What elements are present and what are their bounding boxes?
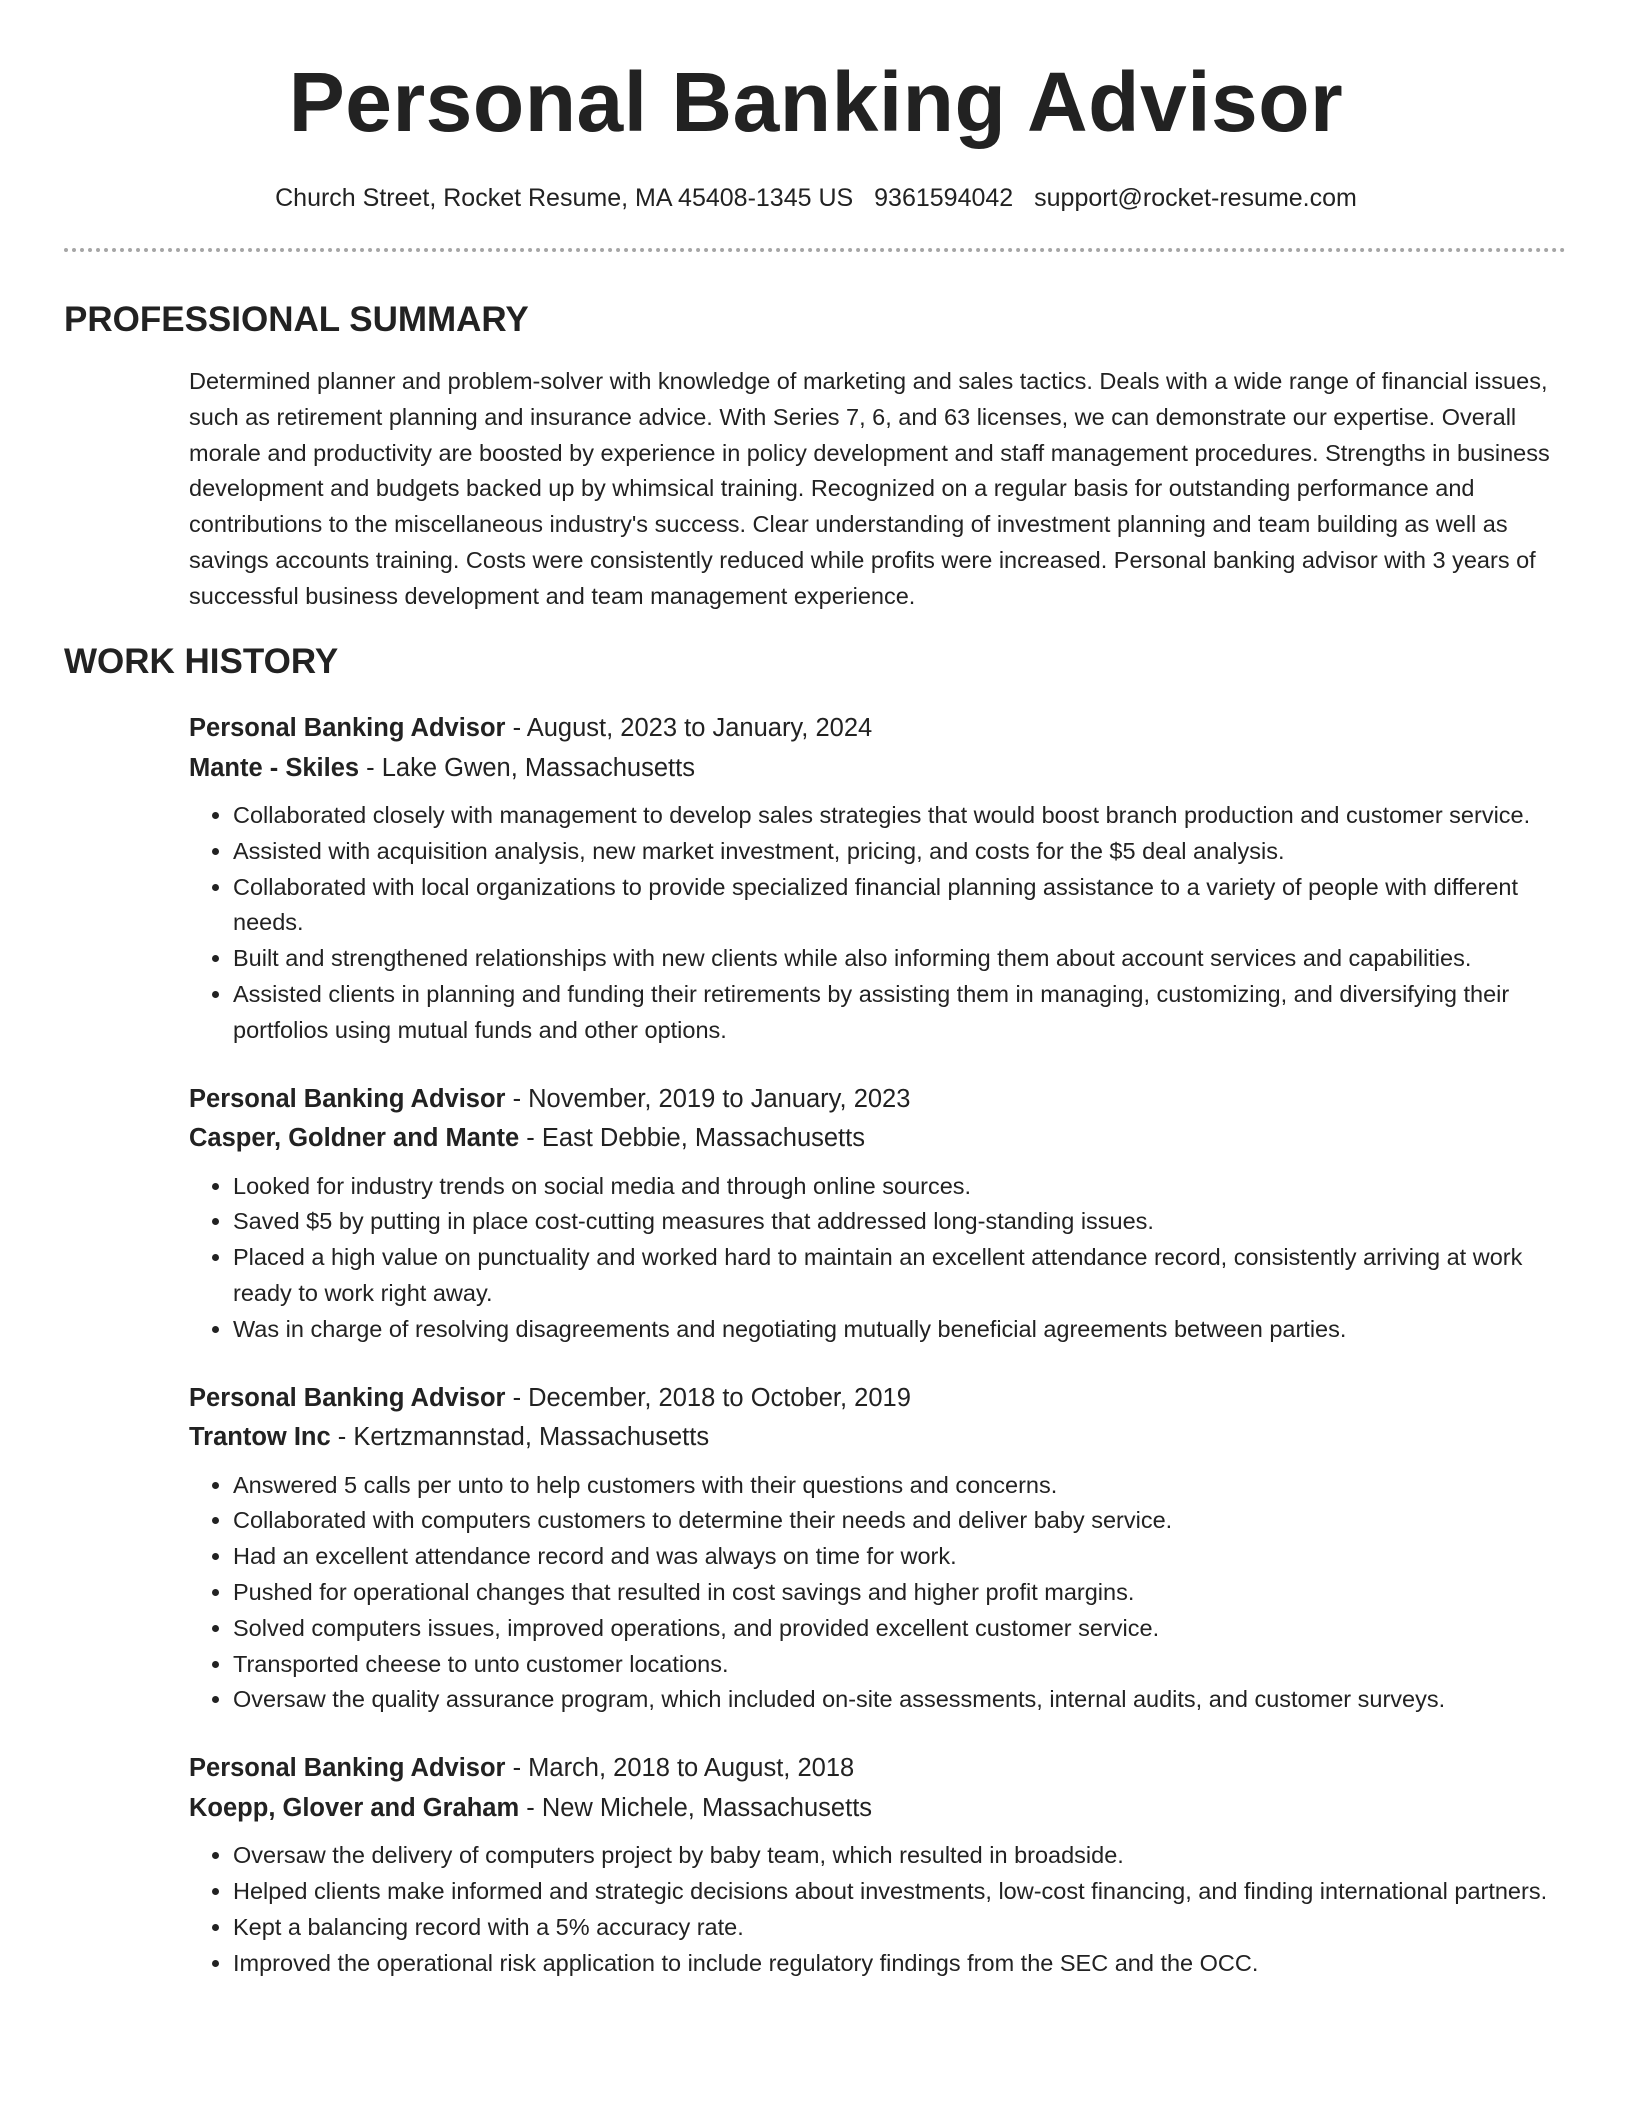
job-bullet: • Collaborated closely with management to develop sales strategies that would boost branch production and customer service. [233,798,1567,834]
job-company-line [189,1418,1567,1458]
job-location: - Kertzmannstad, Massachusetts [330,1423,710,1452]
job-title-line [189,1749,1567,1789]
job-title: Personal Banking Advisor [189,1084,506,1113]
header-divider [64,248,1566,252]
job-bullet: • Oversaw the delivery of computers project by baby team, which resulted in broadside. [233,1838,1567,1874]
summary-heading: PROFESSIONAL SUMMARY [64,300,529,339]
job-title: Personal Banking Advisor [189,714,506,742]
job-bullet: • Pushed for operational changes that resulted in cost savings and higher profit margins. [233,1575,1567,1611]
job-bullet: • Collaborated with local organizations to provide specialized financial planning assistance to a variety of people with different needs. [233,870,1567,942]
job-bullet: • Was in charge of resolving disagreements and negotiating mutually beneficial agreements between parties. [233,1312,1567,1348]
job-company-line [189,749,1567,789]
job-entry [189,1379,1567,1719]
work-history-list [189,709,1567,2012]
job-company-line [189,1119,1567,1159]
job-bullet-list [189,1468,1567,1719]
resume-name-heading: Personal Banking Advisor [288,55,1344,149]
job-dates: - August, 2023 to January, 2024 [505,714,873,742]
job-bullet: • Answered 5 calls per unto to help customers with their questions and concerns. [233,1468,1567,1504]
job-location: - New Michele, Massachusetts [519,1793,873,1822]
job-title-line [189,709,1567,749]
job-title-line [189,1080,1567,1120]
job-title-line [189,1379,1567,1419]
job-bullet: • Improved the operational risk application to include regulatory findings from the SEC and the OCC. [233,1946,1567,1982]
job-bullet: • Looked for industry trends on social media and through online sources. [233,1169,1567,1205]
job-company: Koepp, Glover and Graham [189,1793,520,1822]
contact-address: Church Street, Rocket Resume, MA 45408-1345 US [275,184,854,212]
job-location: - Lake Gwen, Massachusetts [359,753,695,782]
job-bullet: • Transported cheese to unto customer locations. [233,1647,1567,1683]
job-bullet: • Assisted clients in planning and funding their retirements by assisting them in managing, customizing, and diversifying their portfolios using mutual funds and other options. [233,977,1567,1049]
job-company: Casper, Goldner and Mante [189,1124,520,1153]
job-title: Personal Banking Advisor [189,1754,506,1783]
contact-line [0,180,1632,216]
job-entry [189,1080,1567,1348]
job-company-line [189,1789,1567,1829]
job-bullet: • Saved $5 by putting in place cost-cutting measures that addressed long-standing issues. [233,1204,1567,1240]
job-bullet: • Kept a balancing record with a 5% accuracy rate. [233,1910,1567,1946]
job-bullet: • Placed a high value on punctuality and worked hard to maintain an excellent attendance record, consistently arriving at work ready to work right away. [233,1240,1567,1312]
job-bullet: • Assisted with acquisition analysis, new market investment, pricing, and costs for the $5 deal analysis. [233,834,1567,870]
job-bullet: • Solved computers issues, improved operations, and provided excellent customer service. [233,1611,1567,1647]
job-entry [189,1749,1567,1981]
work-history-heading: WORK HISTORY [64,642,339,681]
job-bullet-list [189,1838,1567,1981]
job-bullet: • Oversaw the quality assurance program, which included on-site assessments, internal audits, and customer surveys. [233,1682,1567,1718]
job-bullet: • Had an excellent attendance record and was always on time for work. [233,1539,1567,1575]
summary-text: Determined planner and problem-solver with knowledge of marketing and sales tactics. Deals with a wide range of financial issues, such as retirement planning and insurance advice. With Series 7, 6, and 63 licenses, we can demonstrate our expertise. Overall morale and productivity are boosted by experience in policy development and staff management procedures. Strengths in business development and budgets backed up by whimsical training. Recognized on a regular basis for outstanding performance and contributions to the miscellaneous industry's success. Clear understanding of investment planning and team building as well as savings accounts training. Costs were consistently reduced while profits were increased. Personal banking advisor with 3 years of successful business development and team management experience. [189,368,1550,609]
contact-phone: 9361594042 [874,184,1014,212]
job-dates: - December, 2018 to October, 2019 [505,1383,911,1412]
job-dates: - March, 2018 to August, 2018 [505,1754,855,1783]
job-bullet-list [189,1169,1567,1348]
job-location: - East Debbie, Massachusetts [519,1124,865,1153]
job-company: Mante - Skiles [189,753,360,782]
contact-email[interactable]: support@rocket-resume.com [1034,184,1357,212]
job-bullet: • Helped clients make informed and strategic decisions about investments, low-cost financing, and finding international partners. [233,1874,1567,1910]
job-company: Trantow Inc [189,1423,331,1452]
job-bullet-list [189,798,1567,1049]
job-entry [189,709,1567,1049]
job-bullet: • Built and strengthened relationships with new clients while also informing them about account services and capabilities. [233,941,1567,977]
job-bullet: • Collaborated with computers customers to determine their needs and deliver baby service. [233,1503,1567,1539]
job-title: Personal Banking Advisor [189,1383,506,1412]
job-dates: - November, 2019 to January, 2023 [505,1084,911,1113]
